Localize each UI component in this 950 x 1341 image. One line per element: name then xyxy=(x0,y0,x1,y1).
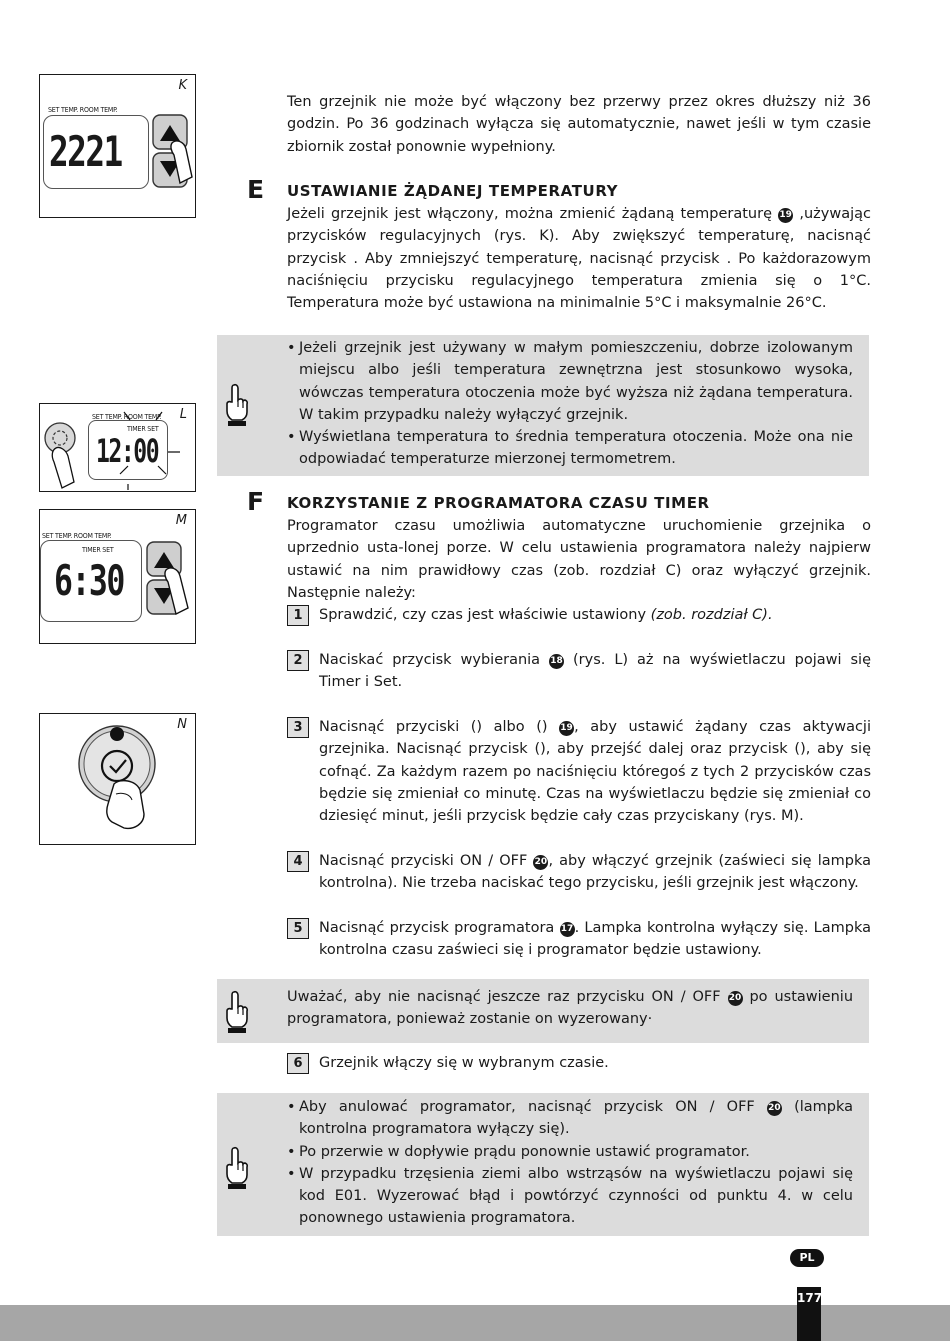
note-3-item: • Aby anulować programator, nacisnąć przycisk ON / OFF 20 (lampka kontrolna programatora wyłączy się). xyxy=(287,1096,853,1141)
step-number: 6 xyxy=(287,1053,309,1074)
lcd-label: SET TEMP. ROOM TEMP. xyxy=(48,106,118,114)
selector-button-icon xyxy=(40,404,195,491)
figure-letter: N xyxy=(177,717,187,732)
step-1-text: Sprawdzić, czy czas jest właściwie ustawiony (zob. rozdział C). xyxy=(319,607,773,623)
note-1-item: • Jeżeli grzejnik jest używany w małym pomieszczeniu, dobrze izolowanym miejscu albo jeśli temperatura zewnętrzna jest stosunkowo wysoka, wówczas temperatura otoczenia może być wyższa niż żądana temperatura. W takim przypadku należy wyłączyć grzejnik. xyxy=(287,337,853,426)
intro-paragraph: Ten grzejnik nie może być włączony bez przerwy przez okres dłuższy niż 36 godzin. Po 36 godzinach wyłącza się automatycznie, nawet jeśli w tym czasie zbiornik został ponownie wypełniony. xyxy=(287,94,871,155)
language-badge: PL xyxy=(790,1249,824,1267)
figure-letter: L xyxy=(179,407,187,422)
ref-badge: 19 xyxy=(778,208,793,223)
figure-n xyxy=(39,713,196,845)
note-1-item: • Wyświetlana temperatura to średnia temperatura otoczenia. Może ona nie odpowiadać temperaturze mierzonej termometrem. xyxy=(287,426,853,471)
up-down-buttons-icon xyxy=(144,540,194,640)
section-e-body: Jeżeli grzejnik jest włączony, można zmienić żądaną temperaturę 19 ,używając przycisków regulacyjnych (rys. K). Aby zwiększyć temperaturę, nacisnąć przycisk . Aby zmniejszyć temperaturę, nacisnąć przycisk . Po każdorazowym naciśnięciu przycisku regulacyjnego temperatura zmienia się o 1°C. Temperatura może być ustawiona na minimalnie 5°C i maksymalnie 26°C. xyxy=(287,206,871,312)
lcd-digits: 6:30 xyxy=(54,556,124,605)
lcd-label: SET TEMP. ROOM TEMP. xyxy=(92,413,162,421)
step-4-text: Nacisnąć przyciski ON / OFF 20, aby włączyć grzejnik (zaświeci się lampka kontrolna). Nie trzeba naciskać tego przycisku, jeśli grzejnik jest włączony. xyxy=(319,853,871,892)
step-number: 3 xyxy=(287,717,309,738)
section-e-letter: E xyxy=(247,175,265,204)
page-number: 177 xyxy=(797,1291,823,1305)
note-3-item: • Po przerwie w dopływie prądu ponownie ustawić programator. xyxy=(287,1141,853,1163)
ref-badge: 17 xyxy=(560,922,575,937)
figure-letter: M xyxy=(175,513,187,528)
section-e-title: USTAWIANIE ŻĄDANEJ TEMPERATURY xyxy=(287,182,619,200)
section-f-body: Programator czasu umożliwia automatyczne uruchomienie grzejnika o uprzednio usta-lonej porze. W celu ustawienia programatora należy najpierw ustawić na nim prawidłowy czas (zob. rozdział C) oraz wyłączyć grzejnik. Następnie należy: xyxy=(287,518,871,601)
ref-badge: 18 xyxy=(549,654,564,669)
step-number: 2 xyxy=(287,650,309,671)
lcd-sub-label: TIMER SET xyxy=(127,425,159,433)
step-number: 4 xyxy=(287,851,309,872)
step-number: 1 xyxy=(287,605,309,626)
lcd-digits: 2221 xyxy=(49,127,122,176)
note-3-item: • W przypadku trzęsienia ziemi albo wstrząsów na wyświetlaczu pojawi się kod E01. Wyzerować błąd i powtórzyć czynności od punktu 4. w celu ponownego ustawienia programatora. xyxy=(287,1163,853,1230)
step-number: 5 xyxy=(287,918,309,939)
ref-badge: 20 xyxy=(728,991,743,1006)
pointing-hand-icon xyxy=(224,990,250,1034)
up-down-buttons-icon xyxy=(150,113,194,193)
ref-badge: 20 xyxy=(533,855,548,870)
pointing-hand-icon xyxy=(224,383,250,427)
timer-button-icon xyxy=(40,714,195,844)
figure-l xyxy=(39,403,196,492)
figure-m xyxy=(39,509,196,644)
pointing-hand-icon xyxy=(224,1146,250,1190)
step-2-text: Naciskać przycisk wybierania 18 (rys. L) aż na wyświetlaczu pojawi się Timer i Set. xyxy=(319,652,871,691)
section-f-letter: F xyxy=(247,487,265,516)
lcd-digits: 12:00 xyxy=(96,432,159,470)
figure-k xyxy=(39,74,196,218)
ref-badge: 20 xyxy=(767,1101,782,1116)
section-f-title: KORZYSTANIE Z PROGRAMATORA CZASU TIMER xyxy=(287,494,710,512)
step-3-text: Nacisnąć przyciski () albo () 19, aby ustawić żądany czas aktywacji grzejnika. Nacisnąć przycisk (), aby przejść dalej oraz przycisk (), aby się cofnąć. Za każdym razem po naciśnięciu któregoś z tych 2 przycisków czas będzie się zmieniał co minutę. Czas na wyświetlaczu będzie się zmieniał co dziesięć minut, jeśli przycisk będzie cały czas przyciskany (rys. M). xyxy=(319,719,871,825)
figure-letter: K xyxy=(178,78,187,93)
step-5-text: Nacisnąć przycisk programatora 17. Lampka kontrolna wyłączy się. Lampka kontrolna czasu zaświeci się i programator będzie ustawiony. xyxy=(319,920,872,959)
note-3-list xyxy=(287,1096,853,1230)
lcd-sub-label: TIMER SET xyxy=(82,546,114,554)
note-1-list xyxy=(287,337,853,471)
note-2-text: Uważać, aby nie nacisnąć jeszcze raz przycisku ON / OFF 20 po ustawieniu programatora, ponieważ zostanie on wyzerowany· xyxy=(287,989,854,1028)
ref-badge: 19 xyxy=(559,721,574,736)
lcd-label: SET TEMP. ROOM TEMP. xyxy=(42,532,112,540)
step-6-text: Grzejnik włączy się w wybranym czasie. xyxy=(319,1055,609,1071)
